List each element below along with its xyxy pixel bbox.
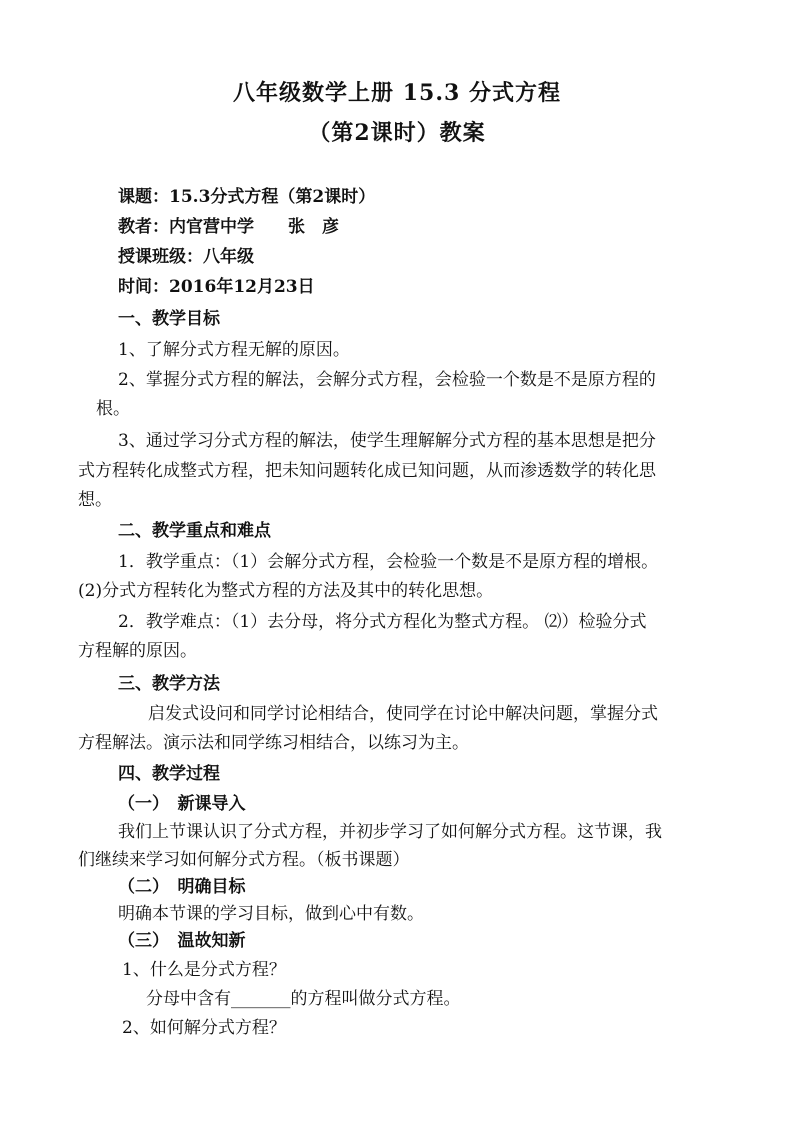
section-heading-key-points: 二、教学重点和难点	[118, 521, 271, 541]
topic-line: 课题：15.3分式方程（第2课时）	[118, 187, 376, 207]
objective-3-line2: 式方程转化成整式方程，把未知问题转化成已知问题，从而渗透数学的转化思	[78, 461, 656, 481]
subsection-review: （三） 温故知新	[118, 931, 246, 951]
section-heading-objectives: 一、教学目标	[118, 309, 220, 329]
document-subtitle: （第2课时）教案	[308, 120, 486, 146]
objective-3-line3: 想。	[78, 490, 112, 510]
subsection-goals: （二） 明确目标	[118, 877, 246, 897]
goals-text: 明确本节课的学习目标，做到心中有数。	[118, 904, 424, 924]
difficulty-line1: 2．教学难点：（1）去分母，将分式方程化为整式方程。 ⑵）检验分式	[118, 612, 647, 632]
class-line: 授课班级：八年级	[118, 247, 254, 267]
review-question-1: 1、什么是分式方程？	[122, 960, 286, 980]
methods-line1: 启发式设问和同学讨论相结合，使同学在讨论中解决问题，掌握分式	[148, 704, 658, 724]
difficulty-line2: 方程解的原因。	[78, 641, 197, 661]
intro-text-line2: 们继续来学习如何解分式方程。（板书课题）	[78, 850, 410, 870]
objective-2-line1: 2、掌握分式方程的解法，会解分式方程，会检验一个数是不是原方程的	[118, 370, 656, 390]
teacher-line: 教者：内官营中学 张 彦	[118, 217, 339, 237]
key-point-line2: (2)分式方程转化为整式方程的方法及其中的转化思想。	[78, 581, 494, 601]
time-line: 时间：2016年12月23日	[118, 277, 315, 297]
review-question-2: 2、如何解分式方程？	[122, 1018, 286, 1038]
key-point-line1: 1．教学重点：（1）会解分式方程，会检验一个数是不是原方程的增根。	[118, 552, 659, 572]
document-title: 八年级数学上册 15.3 分式方程	[233, 80, 561, 106]
review-answer-1: 分母中含有_______的方程叫做分式方程。	[146, 989, 461, 1009]
objective-2-line2: 根。	[96, 399, 130, 419]
subsection-intro: （一） 新课导入	[118, 794, 246, 814]
intro-text-line1: 我们上节课认识了分式方程，并初步学习了如何解分式方程。这节课，我	[118, 822, 662, 842]
section-heading-methods: 三、教学方法	[118, 674, 220, 694]
objective-1: 1、了解分式方程无解的原因。	[118, 340, 350, 360]
section-heading-process: 四、教学过程	[118, 764, 220, 784]
objective-3-line1: 3、通过学习分式方程的解法，使学生理解解分式方程的基本思想是把分	[118, 431, 656, 451]
methods-line2: 方程解法。演示法和同学练习相结合，以练习为主。	[78, 733, 469, 753]
